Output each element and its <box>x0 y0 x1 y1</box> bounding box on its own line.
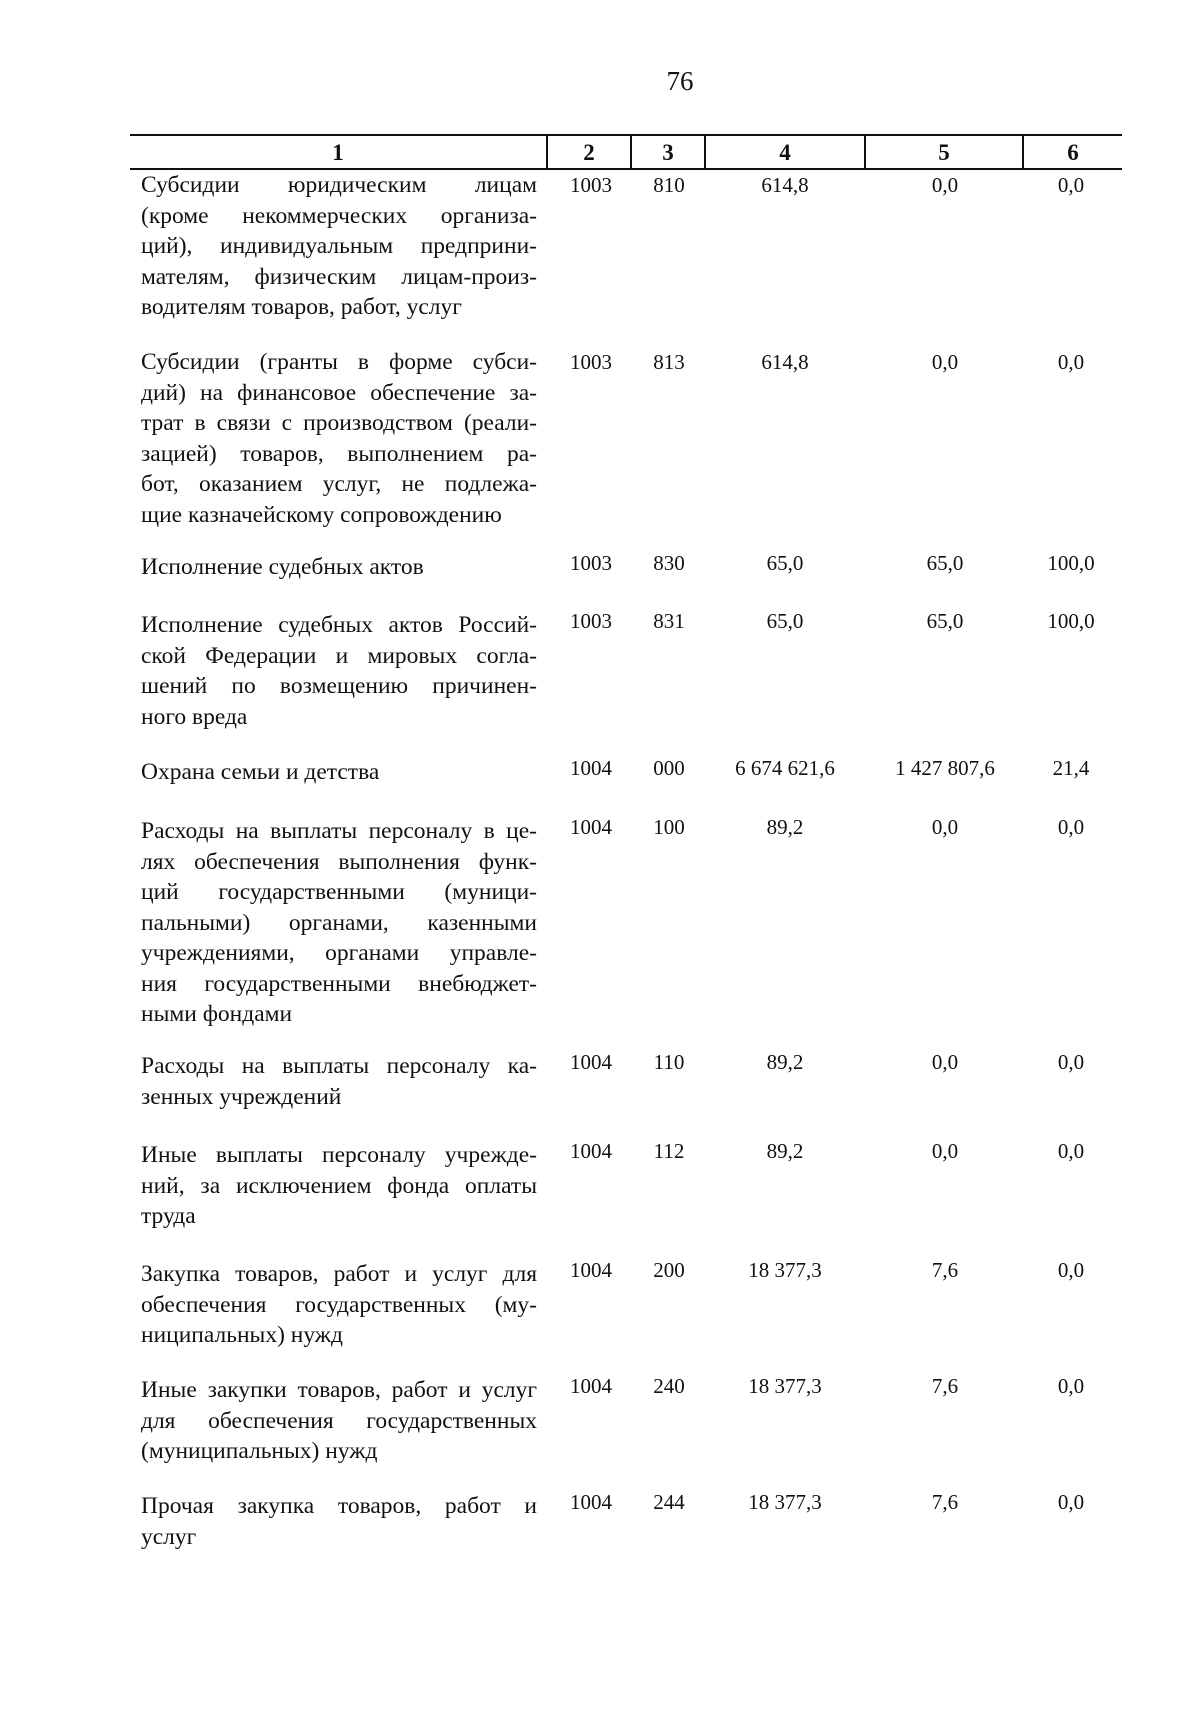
cell-c6: 0,0 <box>1057 1490 1085 1514</box>
cell-c4: 614,8 <box>761 350 809 374</box>
cell-c6: 0,0 <box>1057 1050 1085 1074</box>
cell-c5: 0,0 <box>931 1050 959 1074</box>
description-line: обеспечения государственных (му- <box>141 1291 537 1318</box>
cell-c6: 100,0 <box>1047 609 1095 633</box>
row-description <box>141 1491 537 1552</box>
cell-c5: 0,0 <box>931 350 959 374</box>
row-description <box>141 552 537 583</box>
cell-c3: 000 <box>653 756 685 780</box>
page-number: 76 <box>666 66 694 96</box>
cell-c5: 0,0 <box>931 173 959 197</box>
cell-c4: 89,2 <box>766 815 804 839</box>
column-header-3: 3 <box>662 140 674 165</box>
row-description <box>141 1375 537 1467</box>
cell-c4: 614,8 <box>761 173 809 197</box>
cell-c6: 100,0 <box>1047 551 1095 575</box>
cell-c5: 0,0 <box>931 815 959 839</box>
description-line: (кроме некоммерческих организа- <box>141 202 537 229</box>
cell-c5: 7,6 <box>931 1374 959 1398</box>
column-header-6: 6 <box>1067 140 1079 165</box>
cell-c2: 1004 <box>570 1139 612 1163</box>
cell-c6: 0,0 <box>1057 1139 1085 1163</box>
description-line: бот, оказанием услуг, не подлежа- <box>141 471 537 497</box>
cell-c5: 0,0 <box>931 1139 959 1163</box>
cell-c6: 0,0 <box>1057 1374 1085 1398</box>
column-header-5: 5 <box>938 140 950 165</box>
cell-c3: 813 <box>653 350 685 374</box>
header-top-rule <box>130 134 1122 136</box>
cell-c4: 89,2 <box>766 1050 804 1074</box>
cell-c3: 110 <box>653 1050 685 1074</box>
cell-c4: 18 377,3 <box>748 1374 822 1398</box>
column-header-1: 1 <box>332 140 344 165</box>
column-header-2: 2 <box>583 140 595 165</box>
description-line: ниципальных) нужд <box>141 1322 343 1348</box>
description-line: зацией) товаров, выполнением ра- <box>141 440 537 467</box>
description-line: ской Федерации и мировых согла- <box>141 642 537 669</box>
description-line: Расходы на выплаты персоналу ка- <box>141 1053 537 1079</box>
description-line: лях обеспечения выполнения функ- <box>141 848 537 875</box>
description-line: Субсидии (гранты в форме субси- <box>141 349 537 375</box>
cell-c2: 1004 <box>570 1374 612 1398</box>
cell-c2: 1003 <box>570 350 612 374</box>
cell-c6: 0,0 <box>1057 350 1085 374</box>
row-description <box>141 816 537 1030</box>
row-description <box>141 610 537 732</box>
description-line: трат в связи с производством (реали- <box>141 410 537 436</box>
column-header-4: 4 <box>779 140 791 165</box>
description-line: для обеспечения государственных <box>141 1407 537 1434</box>
cell-c2: 1003 <box>570 551 612 575</box>
cell-c3: 112 <box>653 1139 685 1163</box>
cell-c2: 1004 <box>570 1050 612 1074</box>
cell-c2: 1003 <box>570 609 612 633</box>
cell-c4: 18 377,3 <box>748 1258 822 1282</box>
description-line: учреждениями, органами управле- <box>141 940 537 966</box>
description-line: шений по возмещению причинен- <box>141 673 537 699</box>
description-line: зенных учреждений <box>141 1083 342 1110</box>
description-line: Иные выплаты персоналу учрежде- <box>141 1142 537 1168</box>
cell-c5: 65,0 <box>926 551 964 575</box>
cell-c4: 6 674 621,6 <box>735 756 835 780</box>
cell-c4: 65,0 <box>766 609 804 633</box>
cell-c3: 240 <box>653 1374 685 1398</box>
description-line: ций государственными (муници- <box>141 879 537 905</box>
row-description <box>141 347 537 530</box>
cell-c5: 1 427 807,6 <box>895 756 995 780</box>
cell-c5: 7,6 <box>931 1258 959 1282</box>
cell-c2: 1004 <box>570 1490 612 1514</box>
cell-c3: 244 <box>653 1490 685 1514</box>
description-line: (муниципальных) нужд <box>141 1438 378 1464</box>
cell-c6: 0,0 <box>1057 173 1085 197</box>
description-line: Субсидии юридическим лицам <box>141 172 537 198</box>
description-line: услуг <box>141 1523 197 1550</box>
cell-c6: 0,0 <box>1057 1258 1085 1282</box>
row-description <box>141 170 537 323</box>
cell-c5: 7,6 <box>931 1490 959 1514</box>
row-description <box>141 1051 537 1112</box>
description-line: пальными) органами, казенными <box>141 909 537 936</box>
cell-c2: 1004 <box>570 815 612 839</box>
description-line: Прочая закупка товаров, работ и <box>141 1493 537 1519</box>
cell-c3: 831 <box>653 609 685 633</box>
description-line: водителям товаров, работ, услуг <box>141 294 462 320</box>
description-line: ного вреда <box>141 703 248 730</box>
cell-c4: 89,2 <box>766 1139 804 1163</box>
cell-c3: 100 <box>653 815 685 839</box>
description-line: Охрана семьи и детства <box>141 759 380 785</box>
description-line: Закупка товаров, работ и услуг для <box>141 1261 537 1287</box>
row-description <box>141 1140 537 1232</box>
description-line: Исполнение судебных актов Россий- <box>141 612 537 638</box>
cell-c3: 200 <box>653 1258 685 1282</box>
cell-c3: 810 <box>653 173 685 197</box>
description-line: Иные закупки товаров, работ и услуг <box>141 1377 537 1403</box>
cell-c2: 1004 <box>570 1258 612 1282</box>
cell-c3: 830 <box>653 551 685 575</box>
description-line: ний, за исключением фонда оплаты <box>141 1172 537 1199</box>
description-line: щие казначейскому сопровождению <box>141 501 502 528</box>
row-description <box>141 757 537 788</box>
description-line: Исполнение судебных актов <box>141 554 424 580</box>
cell-c2: 1003 <box>570 173 612 197</box>
description-line: труда <box>141 1203 196 1229</box>
description-line: мателям, физическим лицам-произ- <box>141 263 537 290</box>
cell-c2: 1004 <box>570 756 612 780</box>
cell-c4: 65,0 <box>766 551 804 575</box>
description-line: дий) на финансовое обеспечение за- <box>141 379 537 406</box>
description-line: Расходы на выплаты персоналу в це- <box>141 818 537 844</box>
cell-c6: 21,4 <box>1052 756 1090 780</box>
description-line: ния государственными внебюджет- <box>141 970 537 997</box>
cell-c5: 65,0 <box>926 609 964 633</box>
cell-c6: 0,0 <box>1057 815 1085 839</box>
description-line: ными фондами <box>141 1001 293 1027</box>
row-description <box>141 1259 537 1351</box>
description-line: ций), индивидуальным предприни- <box>141 233 537 259</box>
cell-c4: 18 377,3 <box>748 1490 822 1514</box>
